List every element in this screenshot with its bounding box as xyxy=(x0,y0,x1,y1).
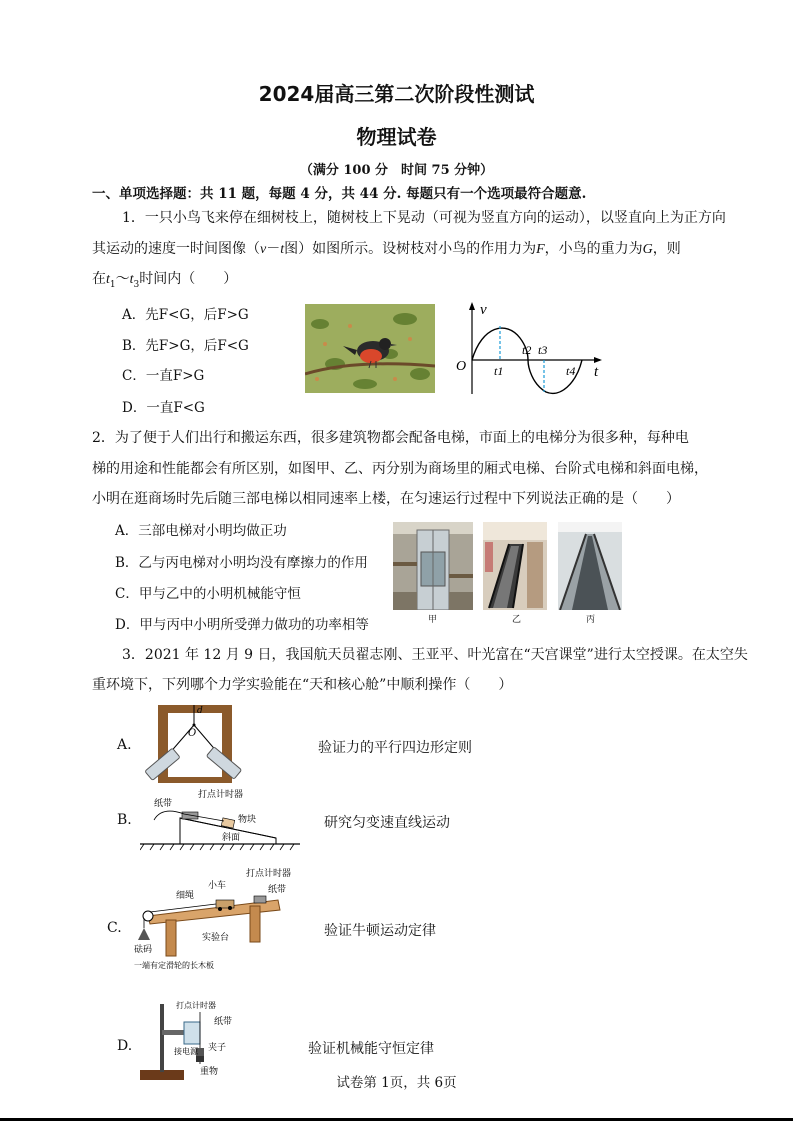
q1-var-t1: t xyxy=(106,272,110,287)
bird-photo xyxy=(305,304,435,393)
fig-c-board: 一端有定滑轮的长木板 xyxy=(134,961,214,970)
q2-line3: 小明在逛商场时先后随三部电梯以相同速率上楼，在匀速运行过程中下列说法正确的是（ ） xyxy=(92,491,680,507)
q1-var-F: F xyxy=(536,242,545,257)
q1-var-t3: t xyxy=(129,272,134,287)
q1-tilde: ～ xyxy=(115,271,130,287)
q1-var-t: t xyxy=(280,242,285,257)
q1-text: ，则 xyxy=(652,241,681,257)
exam-info: （满分 100 分 时间 75 分钟） xyxy=(299,163,494,178)
fig-a-d: d xyxy=(197,706,203,716)
q3-option-b-letter[interactable]: B. xyxy=(117,812,132,828)
q1-text: ，小鸟的重力为 xyxy=(544,241,643,257)
elevator-photo-yi xyxy=(483,522,547,610)
exam-subject: 物理试卷 xyxy=(356,125,437,149)
q1-text: 其运动的速度一时间图像（ xyxy=(92,241,260,257)
bottom-rule xyxy=(0,1118,793,1121)
q3-figure-b xyxy=(140,788,300,854)
fig-c-cart: 小车 xyxy=(208,881,227,891)
graph-t4: t4 xyxy=(566,364,576,378)
fig-d-weight: 重物 xyxy=(200,1067,219,1077)
q1-line2 xyxy=(92,238,681,258)
q3-option-b-text: 研究匀变速直线运动 xyxy=(324,815,450,831)
q3-figure-c xyxy=(128,866,298,976)
q1-var-v: v xyxy=(260,242,267,257)
q3-line2: 重环境下，下列哪个力学实验能在“天和核心舱”中顺利操作（ ） xyxy=(92,677,513,693)
fig-c-paper: 纸带 xyxy=(268,885,287,895)
fig-b-paper: 纸带 xyxy=(154,799,173,809)
q2-option-c[interactable]: C．甲与乙中的小明机械能守恒 xyxy=(115,586,301,602)
graph-origin: O xyxy=(456,359,467,374)
graph-t2: t2 xyxy=(522,343,532,357)
fig-b-block: 物块 xyxy=(238,815,257,825)
graph-t1: t1 xyxy=(494,364,504,378)
section-heading: 一、单项选择题：共 11 题，每题 4 分，共 44 分. 每题只有一个选项最符合题意. xyxy=(92,186,587,202)
q3-option-d-text: 验证机械能守恒定律 xyxy=(308,1041,434,1057)
photo-label-bing: 丙 xyxy=(586,615,596,625)
page-footer: 试卷第 1页，共 6页 xyxy=(336,1075,457,1091)
elevator-photo-jia xyxy=(393,522,473,610)
graph-v-label: v xyxy=(480,302,487,318)
q1-sub-3: 3 xyxy=(133,279,140,290)
q3-figure-a xyxy=(140,703,250,785)
q2-line1: 2．为了便于人们出行和搬运东西，很多建筑物都会配备电梯，市面上的电梯分为很多种，每种电 xyxy=(92,430,689,446)
q1-option-d[interactable]: D．一直F<G xyxy=(122,400,205,416)
q1-option-b[interactable]: B．先F>G，后F<G xyxy=(122,338,249,354)
q1-text: 时间内（ ） xyxy=(139,271,238,287)
q1-option-a[interactable]: A．先F<G，后F>G xyxy=(122,307,249,323)
fig-d-clip: 夹子 xyxy=(208,1043,227,1053)
q1-text: 图）如图所示。设树枝对小鸟的作用力为 xyxy=(284,241,537,257)
fig-b-slope: 斜面 xyxy=(222,833,241,843)
q3-option-a-letter[interactable]: A. xyxy=(117,737,132,753)
fig-c-table: 实验台 xyxy=(202,933,230,943)
q3-option-c-letter[interactable]: C. xyxy=(107,920,122,936)
fig-c-timer: 打点计时器 xyxy=(246,869,292,879)
q2-option-b[interactable]: B．乙与丙电梯对小明均没有摩擦力的作用 xyxy=(115,555,368,571)
q1-line1: 1．一只小鸟飞来停在细树枝上，随树枝上下晃动（可视为竖直方向的运动），以竖直向上为正方向 xyxy=(122,210,726,226)
graph-t3: t3 xyxy=(538,343,548,357)
q1-sub-1: 1 xyxy=(109,279,116,290)
photo-label-jia: 甲 xyxy=(428,615,438,625)
fig-c-rope: 细绳 xyxy=(176,891,195,901)
q3-line1: 3．2021 年 12 月 9 日，我国航天员翟志刚、王亚平、叶光富在“天宫课堂”进行太空授课。在太空失 xyxy=(122,647,748,663)
photo-label-yi: 乙 xyxy=(512,615,522,625)
q3-option-a-text: 验证力的平行四边形定则 xyxy=(318,740,472,756)
q2-line2: 梯的用途和性能都会有所区别，如图甲、乙、丙分别为商场里的厢式电梯、台阶式电梯和斜面电梯， xyxy=(92,461,708,477)
exam-title: 2024届高三第二次阶段性测试 xyxy=(258,82,535,106)
q3-option-c-text: 验证牛顿运动定律 xyxy=(324,923,436,939)
fig-d-power: 接电源 xyxy=(174,1047,198,1056)
elevator-photo-bing xyxy=(558,522,622,610)
q1-line3 xyxy=(92,268,237,290)
fig-b-timer: 打点计时器 xyxy=(198,790,244,800)
fig-a-o: O xyxy=(188,728,197,739)
q2-option-d[interactable]: D．甲与丙中小明所受弹力做功的功率相等 xyxy=(115,617,369,633)
q1-var-G: G xyxy=(642,242,653,257)
velocity-time-graph xyxy=(450,298,610,398)
q3-option-d-letter[interactable]: D. xyxy=(117,1038,133,1054)
q1-text: 在 xyxy=(92,271,106,287)
fig-d-paper: 纸带 xyxy=(214,1017,233,1027)
fig-d-timer: 打点计时器 xyxy=(176,1001,216,1010)
q1-option-c[interactable]: C．一直F>G xyxy=(122,368,205,384)
q2-option-a[interactable]: A．三部电梯对小明均做正功 xyxy=(115,523,287,539)
q1-dash: － xyxy=(266,241,281,257)
fig-c-weight: 砝码 xyxy=(134,945,153,955)
graph-t-label: t xyxy=(594,364,599,380)
